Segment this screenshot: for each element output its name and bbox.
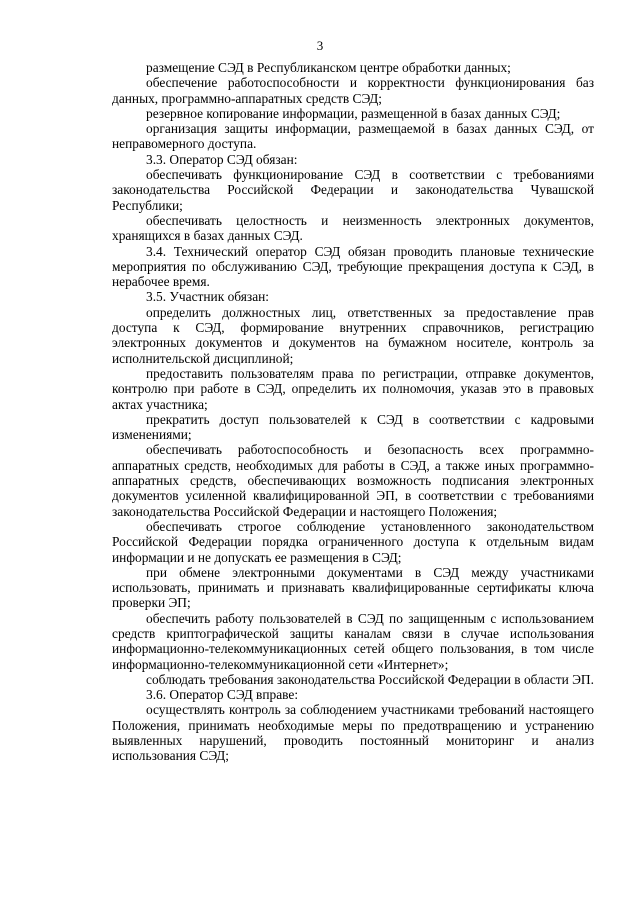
paragraph-2: обеспечение работоспособности и корректности функционирования баз данных, программно-аппаратных средств СЭД;	[112, 75, 594, 106]
paragraph-16: обеспечить работу пользователей в СЭД по защищенным с использованием средств криптографической защиты каналам связи в случае использования информационно-телекоммуникационных сетей общего пользования, в том числе информационно-телекоммуникационной сети «Интернет»;	[112, 610, 594, 672]
section-3-3-heading: 3.3. Оператор СЭД обязан:	[146, 151, 298, 167]
paragraph-7: обеспечивать целостность и неизменность электронных документов, хранящихся в базах данных СЭД.	[112, 212, 594, 244]
paragraph-12: прекратить доступ пользователей к СЭД в соответствии с кадровыми изменениями;	[112, 411, 594, 443]
paragraph-3: резервное копирование информации, размещенной в базах данных СЭД;	[146, 105, 561, 121]
paragraph-1: размещение СЭД в Республиканском центре обработки данных;	[146, 60, 511, 75]
paragraph-13: обеспечивать работоспособность и безопасность всех программно-аппаратных средств, необходимых для работы в СЭД, а также иных программно-аппаратных средств, обеспечивающих возможность подписания электронных документов усиленной квалифицированной ЭП, в соответствии с требованиями законодательства Российской Федерации и настоящего Положения;	[112, 442, 594, 519]
paragraph-10: определить должностных лиц, ответственных за предоставление прав доступа к СЭД, формирование внутренних справочников, регистрацию электронных документов и документов на бумажном носителе, контроль за исполнительской дисциплиной;	[112, 304, 594, 366]
paragraph-6: обеспечивать функционирование СЭД в соответствии с требованиями законодательства Российской Федерации и законодательства Чувашской Республики;	[112, 167, 594, 213]
section-3-4-paragraph: 3.4. Технический оператор СЭД обязан проводить плановые технические мероприятия по обслуживанию СЭД, требующие прекращения доступа к СЭД, в нерабочее время.	[112, 243, 594, 290]
document-body	[112, 60, 594, 764]
paragraph-4: организация защиты информации, размещаемой в базах данных СЭД, от неправомерного доступа.	[112, 121, 594, 152]
paragraph-19: осуществлять контроль за соблюдением участниками требований настоящего Положения, принимать необходимые меры по предотвращению и устранению выявленных нарушений, проводить постоянный мониторинг и анализ использования СЭД;	[112, 702, 594, 764]
section-3-6-heading: 3.6. Оператор СЭД вправе:	[146, 687, 299, 703]
page-number: 3	[316, 38, 324, 53]
paragraph-17: соблюдать требования законодательства Российской Федерации в области ЭП.	[146, 671, 594, 687]
paragraph-15: при обмене электронными документами в СЭД между участниками использовать, принимать и признавать квалифицированные сертификаты ключа проверки ЭП;	[112, 564, 594, 611]
section-3-5-heading: 3.5. Участник обязан:	[146, 289, 270, 305]
paragraph-14: обеспечивать строгое соблюдение установленного законодательством Российской Федерации порядка ограниченного доступа к отдельным видам информации и не допускать ее размещения в СЭД;	[112, 518, 594, 565]
paragraph-11: предоставить пользователям права по регистрации, отправке документов, контролю при работе в СЭД, определить их полномочия, указав это в правовых актах участника;	[112, 365, 594, 412]
